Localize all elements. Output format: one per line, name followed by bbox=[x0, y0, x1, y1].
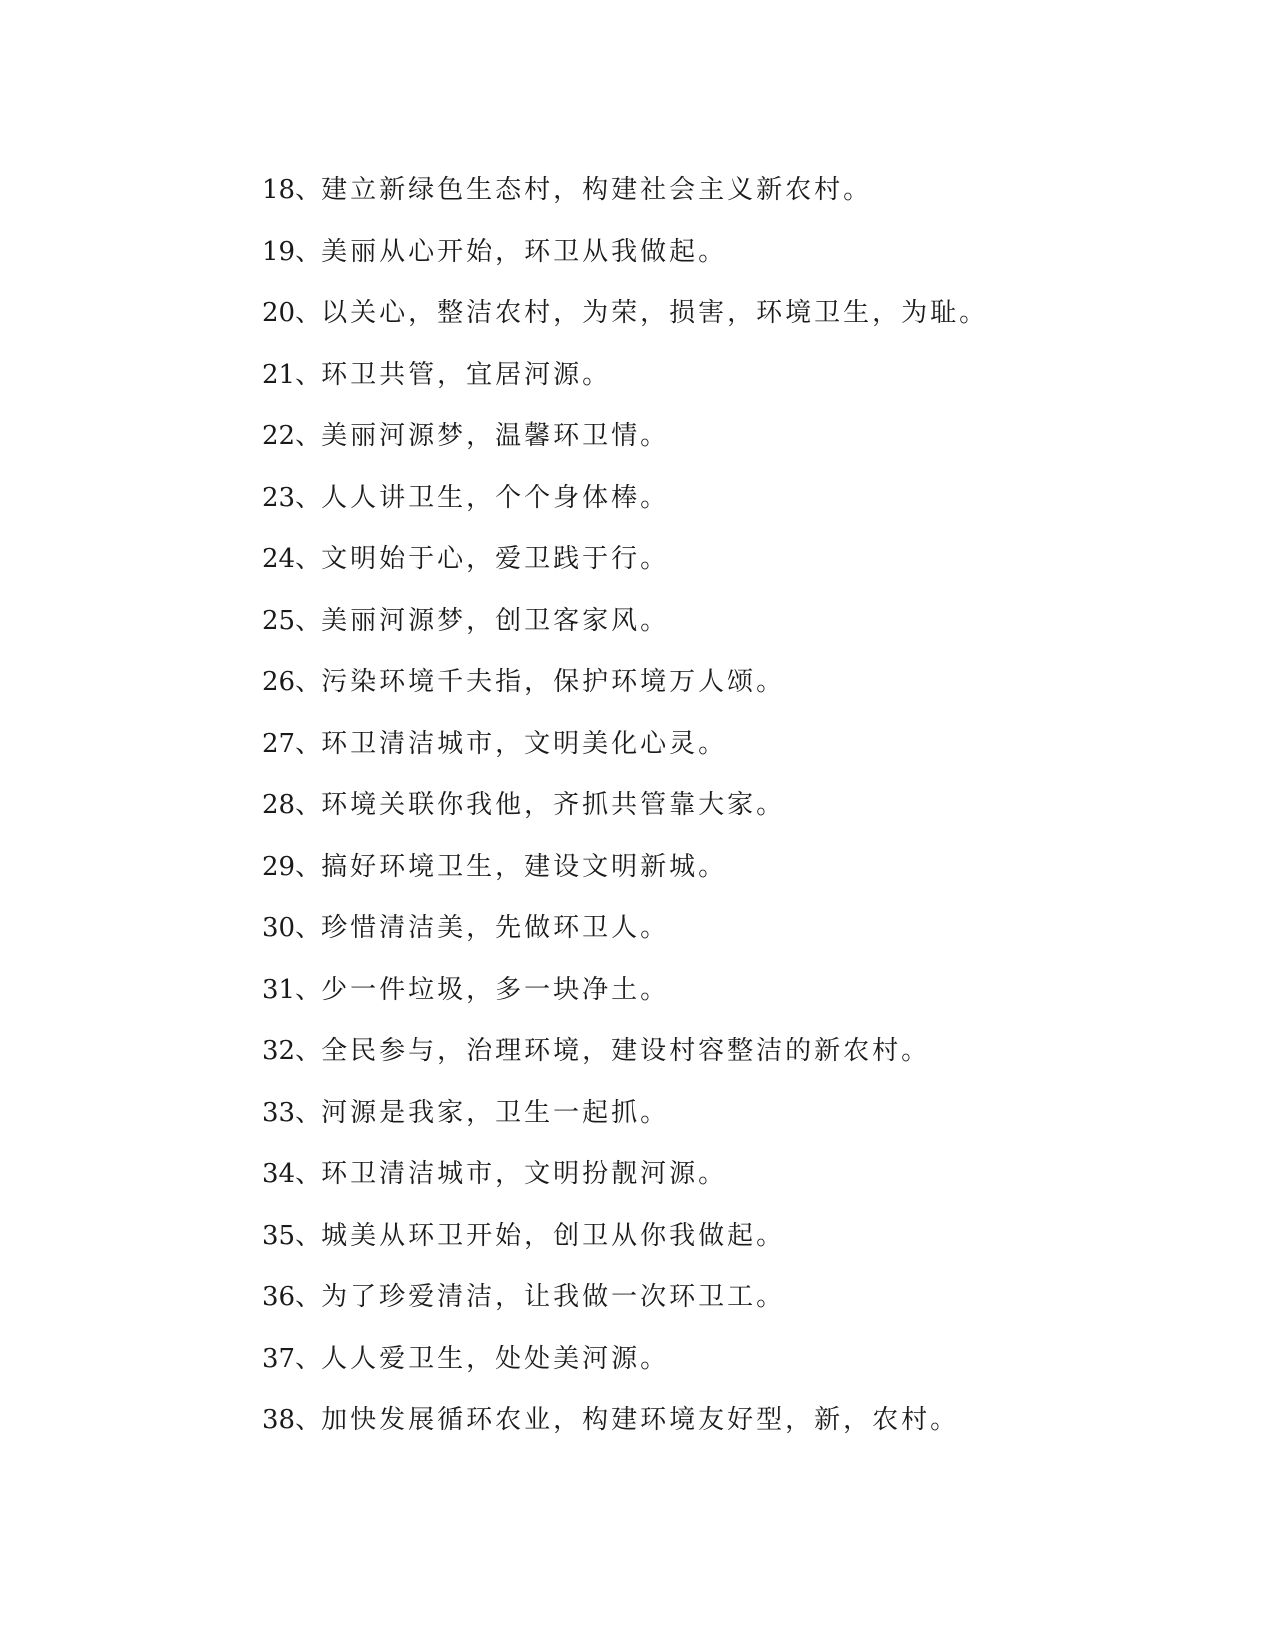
item-text: 建立新绿色生态村，构建社会主义新农村。 bbox=[321, 175, 873, 205]
item-text: 少一件垃圾，多一块净土。 bbox=[321, 974, 670, 1005]
list-item bbox=[262, 533, 1162, 595]
list-item bbox=[262, 1333, 1162, 1395]
item-text: 全民参与，治理环境，建设村容整洁的新农村。 bbox=[321, 1036, 931, 1066]
item-number: 18、 bbox=[262, 175, 322, 205]
item-number: 33、 bbox=[262, 1097, 322, 1128]
item-text: 城美从环卫开始，创卫从你我做起。 bbox=[321, 1220, 786, 1251]
list-item bbox=[262, 1148, 1162, 1210]
item-number: 22、 bbox=[262, 421, 322, 451]
list-item bbox=[262, 410, 1162, 472]
item-number: 19、 bbox=[262, 236, 322, 267]
item-number: 20、 bbox=[262, 298, 322, 328]
item-number: 34、 bbox=[262, 1159, 322, 1189]
item-number: 35、 bbox=[262, 1220, 322, 1251]
item-text: 珍惜清洁美，先做环卫人。 bbox=[321, 913, 670, 943]
item-number: 29、 bbox=[262, 851, 322, 882]
item-number: 28、 bbox=[262, 790, 322, 820]
item-number: 30、 bbox=[262, 913, 322, 943]
item-text: 人人爱卫生，处处美河源。 bbox=[321, 1343, 670, 1374]
slogan-list bbox=[262, 164, 1162, 1456]
item-text: 环境关联你我他，齐抓共管靠大家。 bbox=[321, 790, 786, 820]
item-text: 环卫共管，宜居河源。 bbox=[321, 359, 612, 390]
item-number: 25、 bbox=[262, 605, 322, 636]
item-number: 37、 bbox=[262, 1343, 322, 1374]
item-text: 环卫清洁城市，文明扮靓河源。 bbox=[321, 1159, 728, 1189]
item-text: 文明始于心，爱卫践于行。 bbox=[321, 544, 670, 574]
list-item bbox=[262, 902, 1162, 964]
list-item bbox=[262, 779, 1162, 841]
item-number: 36、 bbox=[262, 1282, 322, 1312]
item-number: 32、 bbox=[262, 1036, 322, 1066]
item-number: 23、 bbox=[262, 482, 322, 513]
list-item bbox=[262, 472, 1162, 534]
list-item bbox=[262, 349, 1162, 411]
list-item bbox=[262, 841, 1162, 903]
list-item bbox=[262, 1087, 1162, 1149]
item-number: 26、 bbox=[262, 667, 322, 697]
item-text: 以关心，整洁农村，为荣，损害，环境卫生，为耻。 bbox=[321, 298, 989, 328]
item-number: 24、 bbox=[262, 544, 322, 574]
list-item bbox=[262, 1271, 1162, 1333]
item-text: 为了珍爱清洁，让我做一次环卫工。 bbox=[321, 1282, 786, 1312]
item-text: 人人讲卫生，个个身体棒。 bbox=[321, 482, 670, 513]
list-item bbox=[262, 164, 1162, 226]
list-item bbox=[262, 226, 1162, 288]
item-text: 美丽河源梦，温馨环卫情。 bbox=[321, 421, 670, 451]
item-text: 美丽从心开始，环卫从我做起。 bbox=[321, 236, 728, 267]
list-item bbox=[262, 656, 1162, 718]
list-item bbox=[262, 1025, 1162, 1087]
list-item bbox=[262, 595, 1162, 657]
item-text: 污染环境千夫指，保护环境万人颂。 bbox=[321, 667, 786, 697]
item-text: 加快发展循环农业，构建环境友好型，新，农村。 bbox=[321, 1405, 960, 1435]
item-text: 环卫清洁城市，文明美化心灵。 bbox=[321, 728, 728, 759]
item-text: 河源是我家，卫生一起抓。 bbox=[321, 1097, 670, 1128]
list-item bbox=[262, 718, 1162, 780]
list-item bbox=[262, 1210, 1162, 1272]
item-text: 搞好环境卫生，建设文明新城。 bbox=[321, 851, 728, 882]
list-item bbox=[262, 964, 1162, 1026]
list-item bbox=[262, 287, 1162, 349]
item-number: 27、 bbox=[262, 728, 322, 759]
item-number: 21、 bbox=[262, 359, 322, 390]
item-number: 31、 bbox=[262, 974, 322, 1005]
list-item bbox=[262, 1394, 1162, 1456]
item-number: 38、 bbox=[262, 1405, 322, 1435]
item-text: 美丽河源梦，创卫客家风。 bbox=[321, 605, 670, 636]
